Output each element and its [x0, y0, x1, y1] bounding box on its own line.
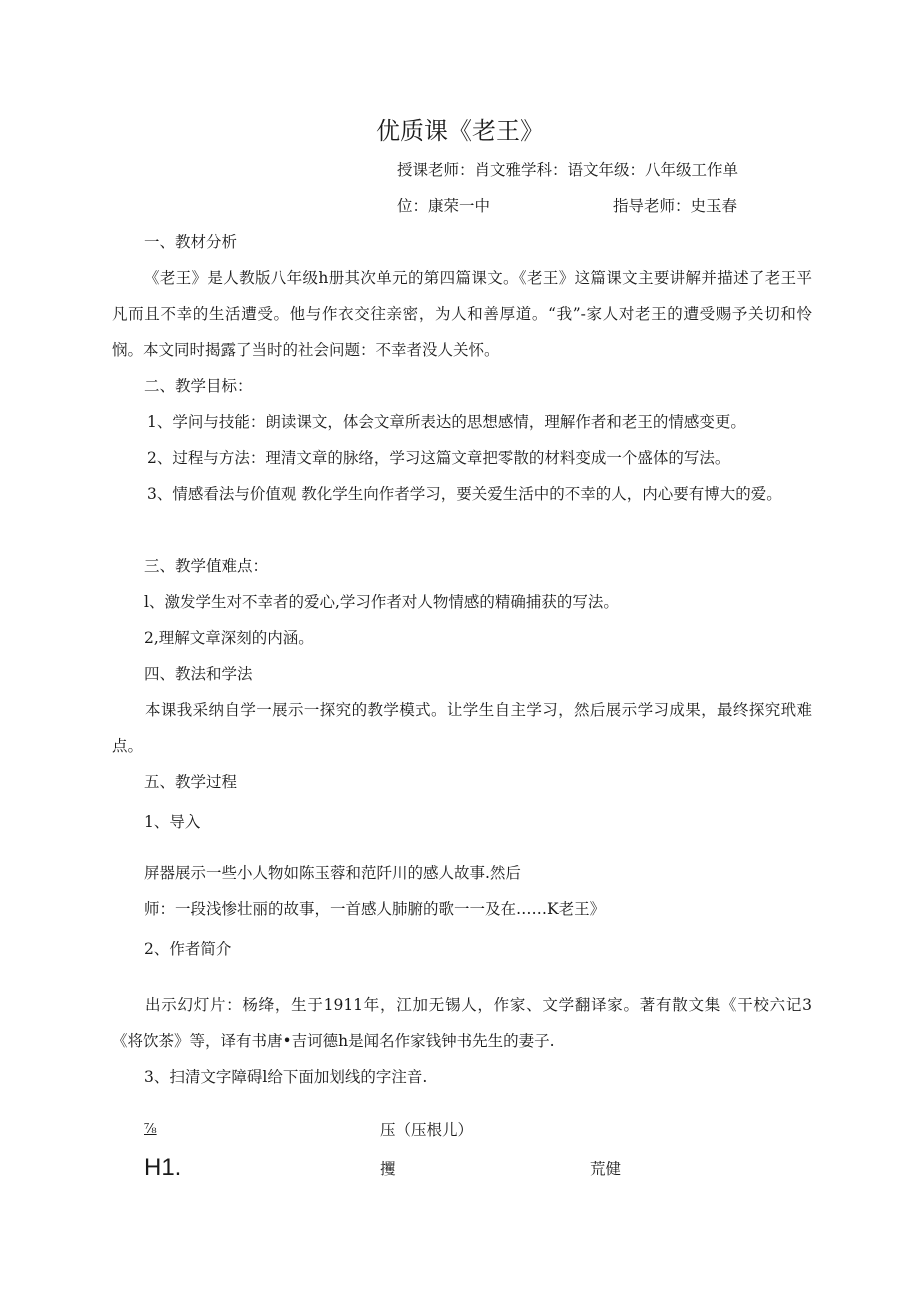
vocab-word-3: 荒健 [590, 1160, 622, 1178]
difficulty-item-2: 2,理解文章深刻的内涵。 [144, 629, 314, 647]
vocab-word-2: 攫 [380, 1160, 396, 1178]
section-1-paragraph: 《老王》是人教版八年级h册其次单元的第四篇课文。《老王》这篇课文主要讲解并描述了老王平凡而且不幸的生活遭受。他与作衣交往亲密，为人和善厚道。“我”-家人对老王的遭受赐予关切和怜悯。本文同时揭露了当时的社会问题：不幸者没人关怀。 [112, 269, 812, 359]
section-heading-3: 三、教学值难点： [144, 557, 269, 575]
intro-line-1: 屏器展示一些小人物如陈玉蓉和范阡川的感人故事.然后 [144, 864, 521, 882]
section-heading-5: 五、教学过程 [144, 773, 238, 791]
vocab-word-1: 压（压根儿） [380, 1121, 474, 1139]
author-paragraph: 出示幻灯片：杨绛，生于1911年，江加无锡人，作家、文学翻译家。著有散文集《干校六记3《将饮茶》等，译有书唐•吉诃德h是闻名作家钱钟书先生的妻子. [112, 996, 812, 1050]
section-4-paragraph: 本课我采纳自学一展示一探究的教学模式。让学生自主学习，然后展示学习成果，最终探究玳难点。 [112, 701, 812, 755]
section-heading-4: 四、教法和学法 [144, 665, 253, 683]
objective-item-2: 2、过程与方法：理清文章的脉络，学习这篇文章把零散的材料变成一个盛体的写法。 [147, 449, 731, 467]
objective-item-3: 3、情感看法与价值观 教化学生向作者学习，要关爱生活中的不幸的人，内心要有博大的爱。 [147, 485, 782, 503]
subsection-vocab: 3、扫清文字障碍l给下面加划线的字注音. [144, 1068, 428, 1086]
document-title: 优质课《老王》 [376, 117, 544, 145]
section-heading-2: 二、教学目标： [144, 377, 253, 395]
vocab-label-h1: H1. [144, 1154, 182, 1181]
section-heading-1: 一、教材分析 [144, 233, 238, 251]
subsection-author: 2、作者简介 [144, 940, 232, 958]
intro-line-2: 师：一段浅惨壮丽的故事，一首感人肺腑的歌一一及在……K老王》 [144, 900, 606, 918]
teacher-info-line: 授课老师：肖文雅学科：语文年级：八年级工作单 [397, 161, 739, 179]
objective-item-1: 1、学问与技能：朗读课文，体会文章所表达的思想感情，理解作者和老王的情感变更。 [147, 413, 746, 431]
difficulty-item-1: l、激发学生对不幸者的爱心,学习作者对人物情感的精确捕获的写法。 [144, 593, 619, 611]
subsection-intro: 1、导入 [144, 813, 201, 831]
advisor-info: 指导老师：史玉春 [613, 197, 738, 215]
school-info: 位：康荣一中 [397, 197, 491, 215]
vocab-fraction-mark: ⅞ [144, 1122, 157, 1137]
